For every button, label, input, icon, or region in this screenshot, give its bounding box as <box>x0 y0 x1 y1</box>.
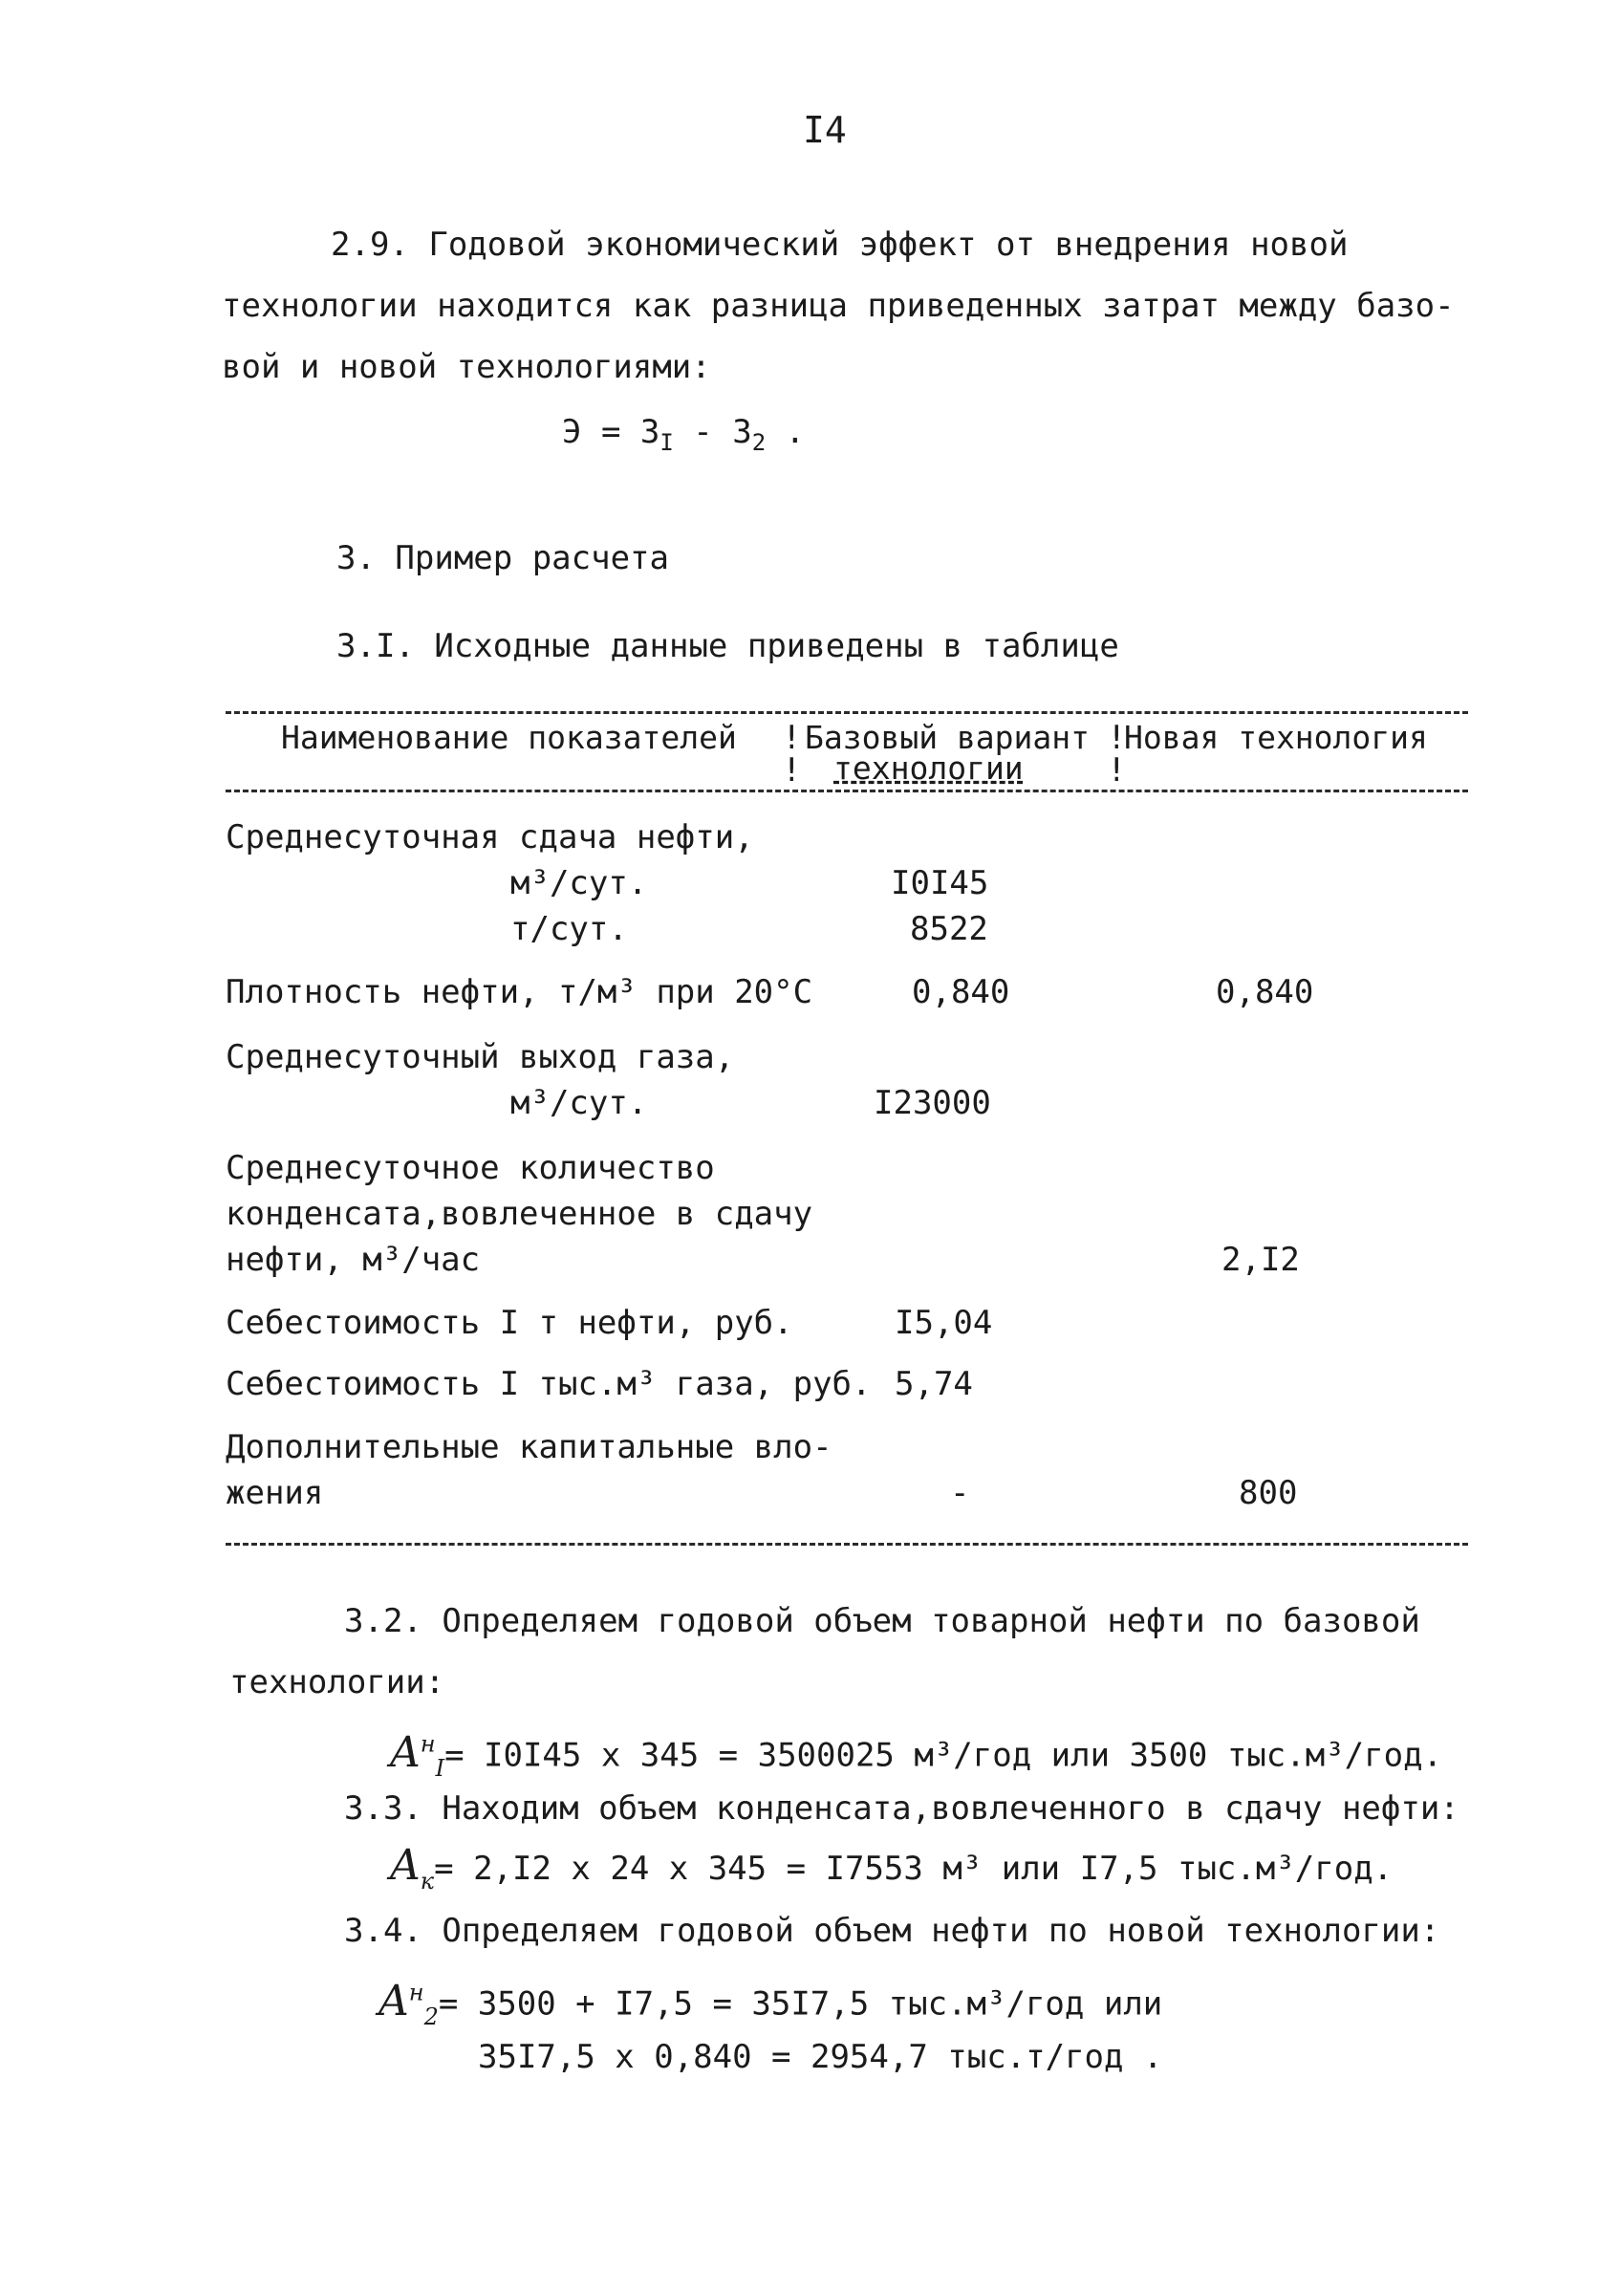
table-row-label: Среднесуточное количество <box>226 1149 715 1187</box>
header-indicator-name: Наименование показателей <box>281 719 737 756</box>
header-base-variant-line-2: технологии <box>833 749 1024 787</box>
header-base-variant: Базовый вариант <box>805 719 1091 756</box>
section-2-9-line-2: технологии находится как разница приведенных затрат между базо- <box>222 287 1455 325</box>
condensate-volume-formula: $A_к= 2,I2$ x 24 x 345 = I7553 м³ или I7,5 тыс.м³/год. <box>390 1841 1394 1895</box>
oil-volume-new-symbol: $A^н_2$ <box>378 1976 439 2030</box>
section-3-2-line-1: 3.2. Определяем годовой объем товарной нефти по базовой <box>344 1602 1420 1640</box>
section-3-4-line-1: 3.4. Определяем годовой объем нефти по новой технологии: <box>344 1912 1440 1950</box>
table-cell-base: I23000 <box>874 1084 991 1122</box>
table-cell-base: 0,840 <box>912 973 1010 1011</box>
table-row-label: жения <box>226 1474 324 1512</box>
table-cell-base: 8522 <box>910 910 988 948</box>
table-top-rule <box>226 711 1468 714</box>
table-cell-new: 0,840 <box>1216 973 1314 1011</box>
table-row-label: м³/сут. <box>510 864 648 902</box>
table-bottom-rule <box>226 1543 1468 1546</box>
header-divider: ! <box>1107 751 1127 790</box>
section-3-heading: 3. Пример расчета <box>336 539 669 577</box>
table-cell-base: - <box>950 1474 970 1512</box>
table-row-label: т/сут. <box>510 910 628 948</box>
condensate-volume-symbol: $A_к$ <box>390 1841 435 1895</box>
table-row-label: Среднесуточная сдача нефти, <box>226 818 754 856</box>
header-divider: ! <box>782 751 802 790</box>
header-new-technology: Новая технология <box>1124 719 1428 756</box>
table-row-label: Себестоимость I т нефти, руб. <box>226 1304 793 1342</box>
oil-volume-new-formula-line-2: 35I7,5 x 0,840 = 2954,7 тыс.т/год . <box>478 2038 1163 2076</box>
table-cell-base: I0I45 <box>891 864 989 902</box>
oil-volume-base-formula: $A^н_I= I0I45$ x 345 = 3500025 м³/год или 3500 тыс.м³/год. <box>390 1727 1443 1782</box>
section-2-9-line-1: 2.9. Годовой экономический эффект от внедрения новой <box>331 226 1349 264</box>
table-cell-new: 2,I2 <box>1221 1241 1300 1279</box>
table-row-label: Дополнительные капитальные вло- <box>226 1428 832 1466</box>
section-3-1-text: 3.I. Исходные данные приведены в таблице <box>336 627 1119 665</box>
table-cell-new: 800 <box>1239 1474 1298 1512</box>
table-row-label: нефти, м³/час <box>226 1241 481 1279</box>
table-row-label: Себестоимость I тыс.м³ газа, руб. <box>226 1365 872 1403</box>
section-3-2-line-2: технологии: <box>229 1663 445 1701</box>
table-row-label: конденсата,вовлеченное в сдачу <box>226 1195 813 1233</box>
table-row-label: м³/сут. <box>510 1084 648 1122</box>
oil-volume-new-formula: $A^н_2= 3500 + I7,5 = 35I7,5$ тыс.м³/год или <box>378 1976 1163 2030</box>
page-number: I4 <box>803 109 847 151</box>
effect-formula: $Э = З_I - З_2$ . <box>562 413 806 456</box>
table-row-label: Плотность нефти, т/м³ при 20°С <box>226 973 813 1011</box>
table-header-rule <box>226 790 1468 792</box>
header-divider: ! <box>1107 719 1127 757</box>
section-2-9-line-3: вой и новой технологиями: <box>222 348 711 386</box>
header-divider: ! <box>782 719 802 757</box>
table-cell-base: 5,74 <box>895 1365 973 1403</box>
oil-volume-symbol: $A^н_I$ <box>390 1727 445 1782</box>
section-3-3-line-1: 3.3. Находим объем конденсата,вовлеченного в сдачу нефти: <box>344 1789 1459 1828</box>
table-cell-base: I5,04 <box>895 1304 993 1342</box>
table-row-label: Среднесуточный выход газа, <box>226 1038 735 1076</box>
